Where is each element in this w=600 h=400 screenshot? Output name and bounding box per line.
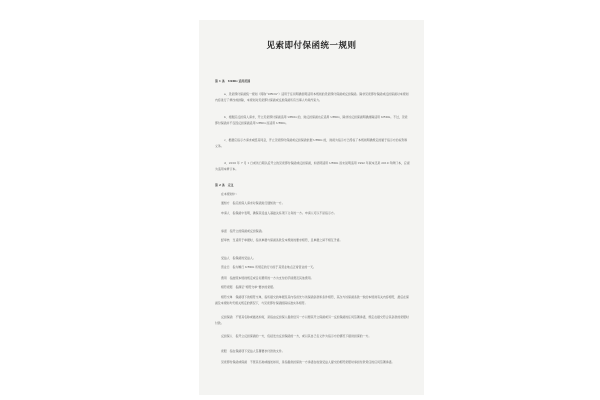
definition-item: 索赔 指在保函项下受益人签署要求付款的文件。 bbox=[221, 349, 285, 353]
definition-item: 见索即付保函或保函 不管其名称或描述如何，是指提供担保的一方承诺在收到受益人提交的相符索赔时承担付款责任的任何签署承诺。 bbox=[221, 360, 395, 364]
definition-item: 费用 指按照本规则规定或任何费用的一方为支付的手续费及其他费用。 bbox=[221, 276, 314, 280]
paragraph: a．见索即付保函统一规则（简称“URDG”）适用于任何明确表明适用本规则的见索即付保函或反担保函。除非见索即付保函或反担保函对本规则内容进行了修改或排除，本规则对见索即付保函或反担保函所有当事人均具约束力。 bbox=[215, 92, 409, 103]
paragraph: 在本规则中： bbox=[221, 192, 239, 196]
definition-item: 相符索赔 指满足“相符交单”要求的索赔。 bbox=[221, 285, 276, 289]
definition-item: 相符交单 保函项下的相符交单，指所提交的单据及其内容首先与该保函条款和条件相符，其次与该保函条款一致的本规则有关内容相符，最后在保函及本规则均无相关规定的情况下，与见索即付保函国际标准实务相符。 bbox=[215, 295, 409, 306]
paragraph: b．根据应反担保人请求，开立见索即付保函适用 URDG 的，则反担保函也应适用 URDG，除非该反担保函明确排除适用 URDG。不过，见索即付保函并不仅因反担保函适用 URDG 而适用 URDG。 bbox=[215, 115, 408, 126]
paragraph: c．根据应指示方请求或经其同意，开立见索即付保函或反担保函依据 URDG 的，则视为指示方已授权了本规则明确规定的属于指示方的权利和义务。 bbox=[215, 138, 408, 149]
definition-item: 通知方 指应担保人请求对保函进行通知的一方。 bbox=[221, 201, 285, 205]
definition-item: 承诺 指开立的保函或反担保函。 bbox=[221, 229, 265, 233]
article-heading: 第 2 条 定义 bbox=[215, 183, 234, 187]
definition-item: 反担保人 指开立反担保函的一方，包括发出反担保函的一方，或以其自己名义作为指示方的情况下提供担保的一方。 bbox=[221, 334, 372, 338]
paragraph: d．2010 年 7 月 1 日或该日期以后开立的见索即付保函或反担保函，如表明适用 URDG 而未说明适用 1992 年版本还是 2010 年修订本，应视为适用本修订本。 bbox=[215, 161, 410, 172]
definition-item: 营业日 指为履行 URDG 所规定的行为而于其营业地点正常营业的一天。 bbox=[221, 265, 316, 269]
definition-item: 申请人 指保函中表明，确保其受益人基础关系项下义务的一方。申请人可以不是指示方。 bbox=[221, 211, 337, 215]
definition-item: 受益人 指保函的受益人。 bbox=[221, 256, 256, 260]
definition-item: 反担保函 不管其名称或描述如何，是指由反担保人提供给另一方以便其开立保函或另一反担保函的任何签署承诺，规定在提交符合其条款的索赔时付款。 bbox=[215, 315, 409, 326]
article-heading: 第 1 条 URDG 适用范围 bbox=[215, 79, 251, 83]
document-page bbox=[199, 20, 424, 395]
definition-item: 经审核 当适用于单据时，指该单据与保函条款及本规则的要求相符，且单据之间不相互矛盾。 bbox=[221, 238, 343, 242]
document-title: 见索即付保函统一规则 bbox=[266, 41, 357, 51]
